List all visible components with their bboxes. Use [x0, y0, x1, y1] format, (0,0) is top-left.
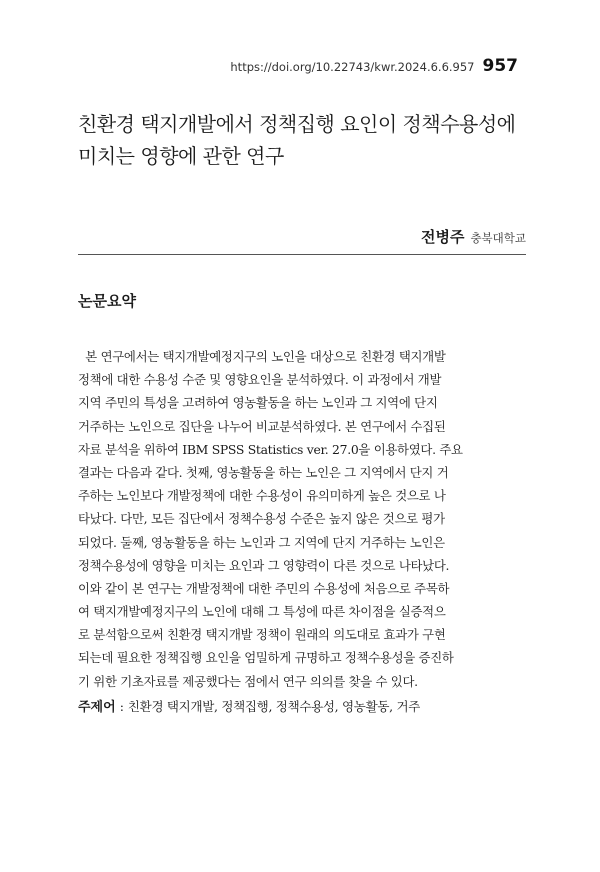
- abstract-line: 되었다. 둘째, 영농활동을 하는 노인과 그 지역에 단지 거주하는 노인은: [78, 534, 445, 550]
- abstract-heading: 논문요약: [78, 292, 136, 310]
- doi-link[interactable]: https://doi.org/10.22743/kwr.2024.6.6.957: [230, 60, 475, 74]
- abstract-line: 되는데 필요한 정책집행 요인을 엄밀하게 규명하고 정책수용성을 증진하: [78, 650, 454, 666]
- abstract-line: 정책수용성에 영향을 미치는 요인과 그 영향력이 다른 것으로 나타났다.: [78, 557, 450, 573]
- abstract-line: 타났다. 다만, 모든 집단에서 정책수용성 수준은 높지 않은 것으로 평가: [78, 511, 445, 527]
- abstract-line: 주하는 노인보다 개발정책에 대한 수용성이 유의미하게 높은 것으로 나: [78, 488, 446, 504]
- keywords-separator: :: [119, 699, 124, 714]
- abstract-body: [78, 345, 530, 693]
- author-name: 전병주: [420, 228, 465, 246]
- abstract-line: 지역 주민의 특성을 고려하여 영농활동을 하는 노인과 그 지역에 단지: [78, 395, 438, 411]
- abstract-line: 결과는 다음과 같다. 첫째, 영농활동을 하는 노인은 그 지역에서 단지 거: [78, 464, 449, 480]
- author-line: [421, 226, 526, 247]
- keywords-list: 친환경 택지개발, 정책집행, 정책수용성, 영농활동, 거주: [127, 699, 421, 714]
- keywords: [78, 696, 420, 715]
- title-line: 미치는 영향에 관한 연구: [78, 144, 284, 168]
- page-number: 957: [482, 56, 518, 76]
- abstract-line: 기 위한 기초자료를 제공했다는 점에서 연구 의의를 찾을 수 있다.: [78, 673, 418, 689]
- divider-rule: [78, 254, 526, 255]
- paper-title: [78, 108, 528, 172]
- abstract-line: 정책에 대한 수용성 수준 및 영향요인을 분석하였다. 이 과정에서 개발: [78, 372, 442, 388]
- abstract-line: 거주하는 노인으로 집단을 나누어 비교분석하였다. 본 연구에서 수집된: [78, 418, 446, 434]
- abstract-line: 본 연구에서는 택지개발예정지구의 노인을 대상으로 친환경 택지개발: [78, 349, 446, 364]
- running-header: [230, 56, 518, 76]
- abstract-line: 로 분석함으로써 친환경 택지개발 정책이 원래의 의도대로 효과가 구현: [78, 627, 446, 643]
- abstract-line: 여 택지개발예정지구의 노인에 대해 그 특성에 따른 차이점을 실증적으: [78, 604, 446, 620]
- author-affiliation: 충북대학교: [470, 231, 526, 245]
- keywords-label: 주제어: [78, 700, 116, 715]
- title-line: 친환경 택지개발에서 정책집행 요인이 정책수용성에: [78, 112, 516, 136]
- abstract-line: 자료 분석을 위하여 IBM SPSS Statistics ver. 27.0을 이용하였다. 주요: [78, 441, 463, 457]
- abstract-line: 이와 같이 본 연구는 개발정책에 대한 주민의 수용성에 처음으로 주목하: [78, 580, 450, 596]
